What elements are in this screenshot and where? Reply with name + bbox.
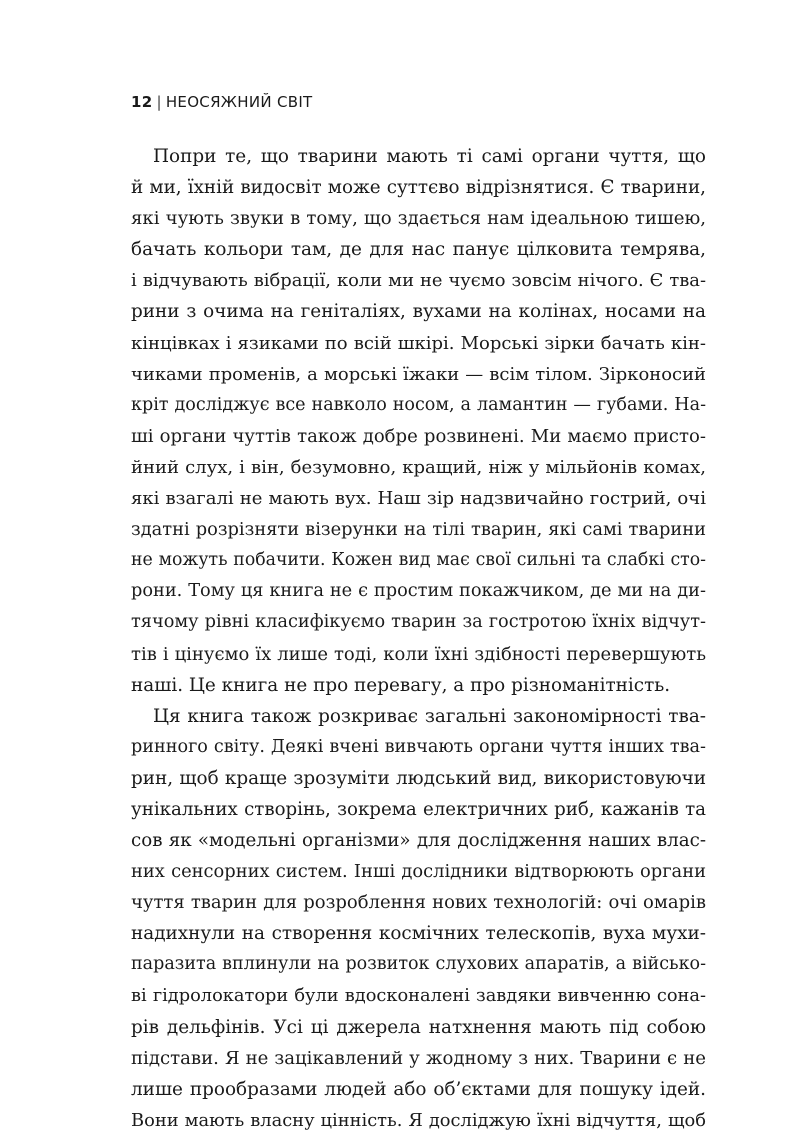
text-line: лише прообразами людей або об’єктами для пошуку ідей. xyxy=(131,1078,706,1100)
text-line: кінцівках і язиками по всій шкірі. Морські зірки бачать кін- xyxy=(131,332,706,354)
text-line: й ми, їхній видосвіт може суттєво відрізнятися. Є тварини, xyxy=(131,177,706,199)
running-header xyxy=(131,93,313,111)
text-line: рів дельфінів. Усі ці джерела натхнення мають під собою xyxy=(131,1016,706,1038)
text-line: них сенсорних систем. Інші дослідники відтворюють органи xyxy=(131,861,706,883)
text-line: сов як «модельні організми» для дослідження наших влас- xyxy=(131,830,706,852)
text-line: чиками променів, а морські їжаки — всім тілом. Зірконосий xyxy=(131,363,706,385)
body-text xyxy=(131,141,706,1136)
text-line: унікальних створінь, зокрема електричних риб, кажанів та xyxy=(131,798,706,820)
text-line: ші органи чуттів також добре розвинені. Ми маємо присто- xyxy=(131,425,706,447)
text-line: підстави. Я не зацікавлений у жодному з них. Тварини є не xyxy=(131,1047,706,1069)
text-line: ві гідролокатори були вдосконалені завдяки вивченню сона- xyxy=(131,985,706,1006)
text-line: Попри те, що тварини мають ті самі органи чуття, що xyxy=(153,146,706,167)
text-line: тячому рівні класифікуємо тварин за гостротою їхніх відчут- xyxy=(131,612,706,633)
text-line: паразита вплинули на розвиток слухових апаратів, а військо- xyxy=(131,954,706,975)
text-line: рони. Тому ця книга не є простим покажчиком, де ми на ди- xyxy=(131,581,706,602)
text-line: рини з очима на геніталіях, вухами на колінах, носами на xyxy=(131,301,706,323)
text-line: Ця книга також розкриває загальні закономірності тва- xyxy=(153,705,706,727)
text-line: здатні розрізняти візерунки на тілі тварин, які самі тварини xyxy=(131,519,706,541)
text-line: чуття тварин для розроблення нових технологій: очі омарів xyxy=(131,892,706,914)
text-line: рин, щоб краще зрозуміти людський вид, використовуючи xyxy=(131,767,706,789)
text-line: кріт досліджує все навколо носом, а ламантин — губами. На- xyxy=(131,394,706,415)
text-line: бачать кольори там, де для нас панує цілковита темрява, xyxy=(131,239,706,261)
text-line: тів і цінуємо їх лише тоді, коли їхні здібності перевершують xyxy=(131,643,706,665)
text-line: які взагалі не мають вух. Наш зір надзвичайно гострий, очі xyxy=(131,488,706,510)
header-separator: | xyxy=(156,93,162,111)
text-line: і відчувають вібрації, коли ми не чуємо зовсім нічого. Є тва- xyxy=(131,270,706,292)
text-line: не можуть побачити. Кожен вид має свої сильні та слабкі сто- xyxy=(131,550,706,571)
text-line: йний слух, і він, безумовно, кращий, ніж у мільйонів комах, xyxy=(131,456,706,478)
text-line: ринного світу. Деякі вчені вивчають органи чуття інших тва- xyxy=(131,736,706,757)
page-number: 12 xyxy=(131,93,153,111)
book-title: НЕОСЯЖНИЙ СВІТ xyxy=(165,93,313,111)
text-line: Вони мають власну цінність. Я досліджую їхні відчуття, щоб xyxy=(131,1109,706,1131)
text-line: наші. Це книга не про перевагу, а про різноманітність. xyxy=(131,674,671,696)
text-line: які чують звуки в тому, що здається нам ідеальною тишею, xyxy=(131,208,706,230)
text-line: надихнули на створення космічних телескопів, вуха мухи- xyxy=(131,923,706,945)
